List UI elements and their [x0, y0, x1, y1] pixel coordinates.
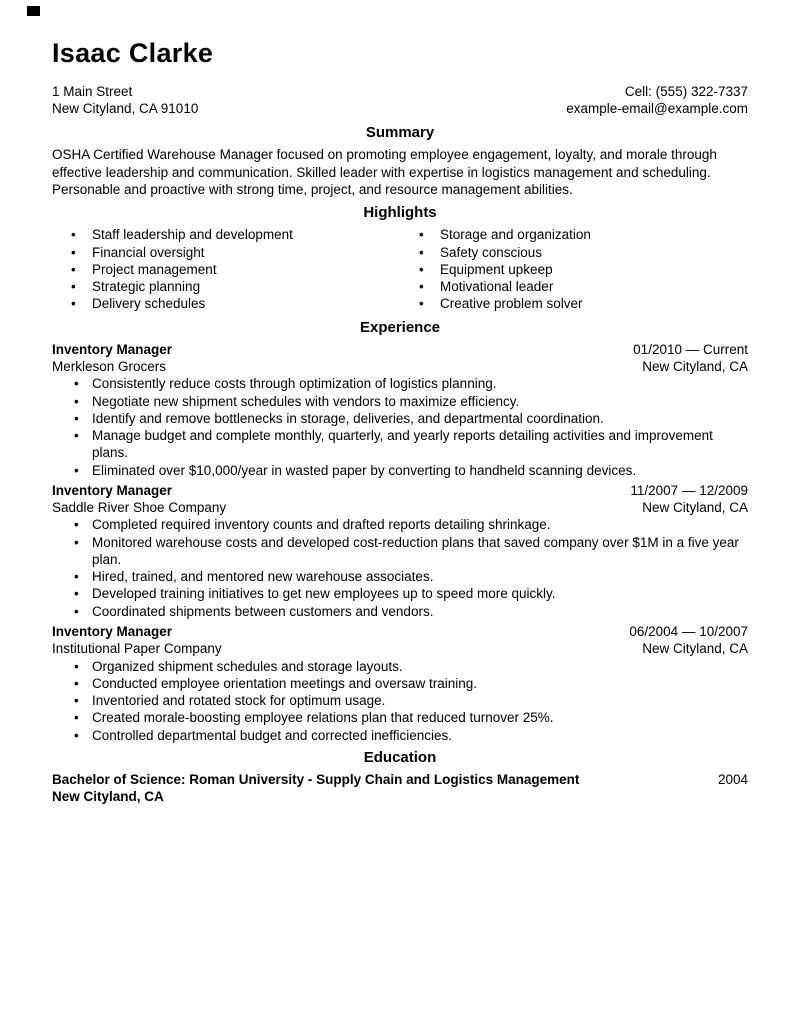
highlight-item: • Storage and organization: [419, 226, 748, 243]
highlight-item: • Motivational leader: [419, 278, 748, 295]
education-entry: [52, 771, 748, 788]
education-heading: Education: [363, 748, 437, 766]
job-location: New Cityland, CA: [642, 500, 748, 516]
job-header-row: [52, 482, 748, 499]
job-bullet: • Coordinated shipments between customers and vendors.: [74, 603, 748, 620]
job-entry: [52, 623, 748, 744]
highlight-item: • Equipment upkeep: [419, 261, 748, 278]
job-bullet: • Manage budget and complete monthly, quarterly, and yearly reports detailing activities and improvement plans.: [74, 427, 748, 462]
highlight-item: • Project management: [71, 261, 400, 278]
job-bullet: • Identify and remove bottlenecks in storage, deliveries, and departmental coordination.: [74, 410, 748, 427]
job-subheader-row: [52, 499, 748, 516]
job-dates: 06/2004 — 10/2007: [629, 624, 748, 640]
job-title: Inventory Manager: [52, 624, 173, 640]
job-title: Inventory Manager: [52, 341, 173, 357]
job-bullet-list: [52, 658, 748, 744]
job-header-row: [52, 341, 748, 358]
job-company: Merkleson Grocers: [52, 359, 167, 375]
address-line-2: New Cityland, CA 91010: [52, 100, 199, 116]
job-company: Saddle River Shoe Company: [52, 500, 227, 516]
job-bullet: • Inventoried and rotated stock for optimum usage.: [74, 692, 748, 709]
highlights-heading: Highlights: [363, 204, 437, 222]
job-location: New Cityland, CA: [642, 641, 748, 657]
page-corner-mark: [27, 6, 40, 16]
education-degree: Bachelor of Science: Roman University - Supply Chain and Logistics Management: [52, 772, 580, 788]
summary-text: OSHA Certified Warehouse Manager focused on promoting employee engagement, loyalty, and morale through effective leadership and communication. Skilled leader with expertise in logistics management and scheduling. Personable and proactive with strong time, project, and resource management abilities.: [52, 147, 717, 197]
address-line-1: 1 Main Street: [52, 83, 133, 99]
phone-number: Cell: (555) 322-7337: [624, 83, 748, 99]
job-bullet: • Eliminated over $10,000/year in wasted paper by converting to handheld scanning devices.: [74, 462, 748, 479]
job-entry: [52, 482, 748, 620]
job-bullet: • Hired, trained, and mentored new warehouse associates.: [74, 568, 748, 585]
highlight-item: • Strategic planning: [71, 278, 400, 295]
job-bullet-list: [52, 375, 748, 479]
job-bullet-list: [52, 516, 748, 620]
job-title: Inventory Manager: [52, 482, 173, 498]
candidate-name: Isaac Clarke: [52, 38, 214, 68]
contact-section: [52, 83, 748, 118]
highlights-left-column: [52, 226, 400, 312]
job-bullet: • Controlled departmental budget and corrected inefficiencies.: [74, 727, 748, 744]
job-bullet: • Negotiate new shipment schedules with vendors to maximize efficiency.: [74, 393, 748, 410]
job-subheader-row: [52, 358, 748, 375]
highlights-right-column: [400, 226, 748, 312]
highlight-item: • Financial oversight: [71, 244, 400, 261]
job-entry: [52, 341, 748, 479]
job-bullet: • Conducted employee orientation meetings and oversaw training.: [74, 675, 748, 692]
highlight-item: • Delivery schedules: [71, 295, 400, 312]
job-header-row: [52, 623, 748, 640]
job-bullet: • Developed training initiatives to get new employees up to speed more quickly.: [74, 585, 748, 602]
job-dates: 11/2007 — 12/2009: [630, 482, 748, 498]
education-year: 2004: [717, 772, 748, 788]
contact-address: [52, 83, 198, 118]
contact-details: [566, 83, 748, 118]
highlight-item: • Creative problem solver: [419, 295, 748, 312]
job-company: Institutional Paper Company: [52, 641, 222, 657]
highlight-item: • Safety conscious: [419, 244, 748, 261]
job-bullet: • Monitored warehouse costs and developed cost-reduction plans that saved company over $1M in a five year plan.: [74, 534, 748, 569]
job-bullet: • Organized shipment schedules and storage layouts.: [74, 658, 748, 675]
highlights-columns: [52, 226, 748, 312]
education-location: New Cityland, CA: [52, 789, 164, 805]
job-location: New Cityland, CA: [642, 359, 748, 375]
job-bullet: • Consistently reduce costs through optimization of logistics planning.: [74, 375, 748, 392]
job-bullet: • Created morale-boosting employee relations plan that reduced turnover 25%.: [74, 709, 748, 726]
job-subheader-row: [52, 640, 748, 657]
highlight-item: • Staff leadership and development: [71, 226, 400, 243]
summary-heading: Summary: [365, 124, 435, 142]
email-address: example-email@example.com: [566, 100, 748, 116]
job-dates: 01/2010 — Current: [633, 341, 748, 357]
experience-heading: Experience: [359, 318, 441, 336]
job-bullet: • Completed required inventory counts and drafted reports detailing shrinkage.: [74, 516, 748, 533]
